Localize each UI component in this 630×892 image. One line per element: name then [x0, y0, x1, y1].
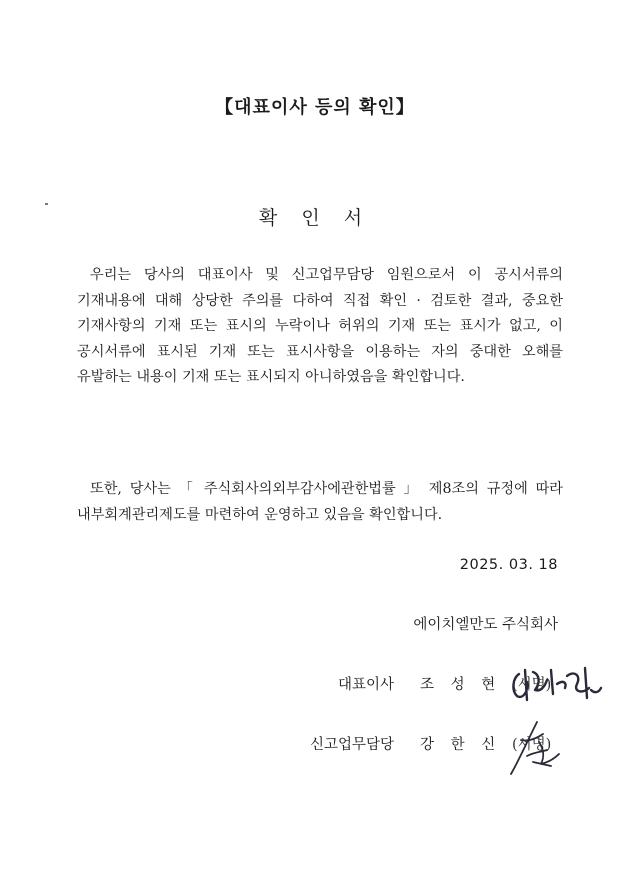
- signature-label: (서명): [512, 737, 552, 753]
- signer-name: 강 한 신: [420, 737, 502, 753]
- ceo-signature-image: [505, 660, 605, 710]
- document-title: 확 인 서: [258, 207, 372, 229]
- signature-label: (서명): [512, 677, 552, 693]
- signer-name: 조 성 현: [420, 677, 502, 693]
- officer-signature-image: [497, 712, 567, 782]
- internal-control-paragraph: 또한, 당사는 「 주식회사의외부감사에관한법률 」 제8조의 규정에 따라 내부회계관리제도를 마련하여 운영하고 있음을 확인합니다.: [77, 481, 563, 523]
- confirmation-paragraph: 우리는 당사의 대표이사 및 신고업무담당 임원으로서 이 공시서류의 기재내용에 대해 상당한 주의를 다하여 직접 확인 · 검토한 결과, 중요한 기재사항의 기재 또는 표시의 누락이나 허위의 기재 또는 표시가 없고, 이 공시서류에 표시된 기재 또는 표시사항을 이용하는 자의 중대한 오해를 유발하는 내용이 기재 또는 표시되지 아니하였음을 확인합니다.: [77, 267, 563, 386]
- signer-role: 대표이사: [337, 677, 394, 693]
- company-name: 에이치엘만도 주식회사: [413, 617, 558, 633]
- section-heading: 【대표이사 등의 확인】: [215, 97, 415, 118]
- signer-role: 신고업무담당: [309, 737, 394, 753]
- document-date: 2025. 03. 18: [459, 557, 558, 573]
